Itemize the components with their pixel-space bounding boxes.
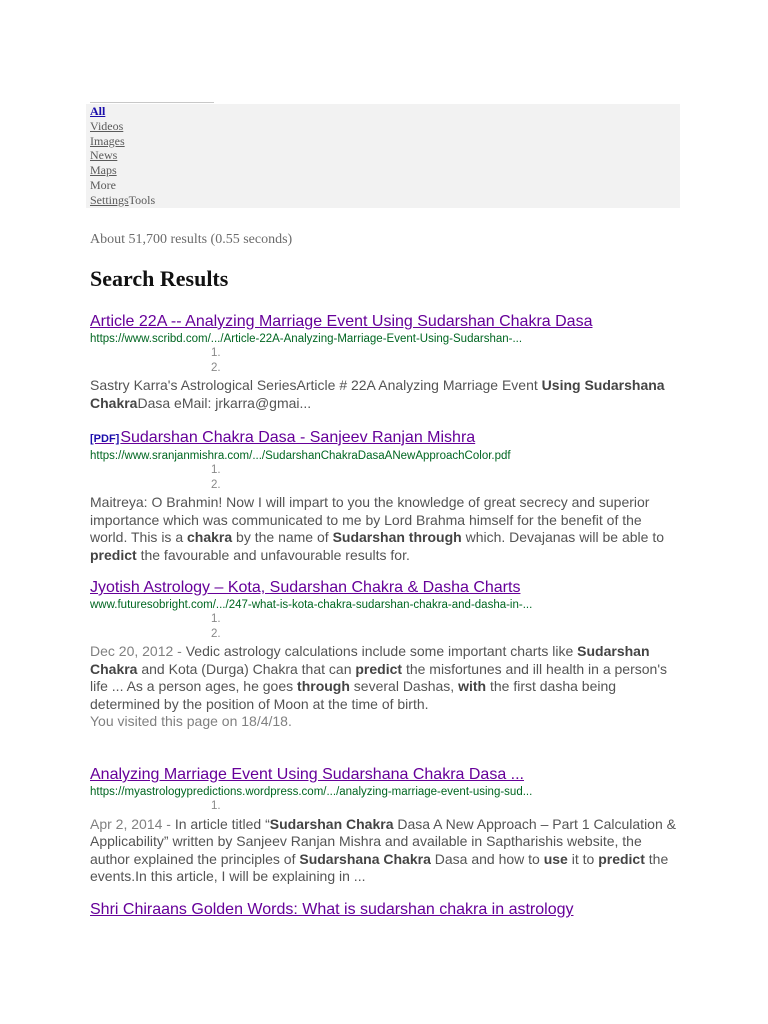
nav-item-all[interactable]: All (90, 104, 106, 118)
nav-item-maps[interactable]: Maps (90, 163, 117, 178)
page-title: Search Results (90, 266, 229, 291)
nav-item-videos[interactable]: Videos (90, 118, 124, 133)
list-item: 1. (211, 347, 221, 359)
list-item: 1. (211, 613, 221, 625)
result-list (90, 799, 680, 814)
nav-item-tools[interactable]: Tools (128, 192, 156, 207)
result-title-link[interactable]: Shri Chiraans Golden Words: What is sudarshan chakra in astrology (90, 901, 574, 918)
search-result (90, 428, 680, 564)
nav-background (86, 104, 680, 208)
result-date: Apr 2, 2014 - (90, 815, 175, 832)
nav-divider (90, 102, 214, 103)
search-result (90, 900, 680, 920)
result-snippet: Sastry Karra's Astrological SeriesArticle # 22A Analyzing Marriage Event Using Sudarshana ChakraDasa eMail: jrkarra@gmai... (90, 377, 665, 411)
list-item: 1. (211, 800, 221, 812)
nav-item-news[interactable]: News (90, 148, 118, 163)
list-item: 1. (211, 464, 221, 476)
result-list (90, 463, 680, 492)
result-snippet: Apr 2, 2014 - In article titled “Sudarshan Chakra Dasa A New Approach – Part 1 Calculation & Applicability” written by Sanjeev Ranjan Mishra and available in Saptharishis website, the author explained the principles of Sudarshana Chakra Dasa and how to use it to predict the events.In this article, I will be explaining in ... (90, 815, 676, 884)
nav-item-more[interactable]: More (90, 177, 116, 192)
visited-note: You visited this page on 18/4/18. (90, 713, 292, 729)
result-url: https://myastrologypredictions.wordpress.com/.../analyzing-marriage-event-using-sud... (90, 786, 533, 798)
result-title-link[interactable]: Jyotish Astrology – Kota, Sudarshan Chakra & Dasha Charts (90, 579, 521, 596)
search-result (90, 765, 680, 886)
nav-item-images[interactable]: Images (90, 133, 125, 148)
result-title-link[interactable]: [PDF]Sudarshan Chakra Dasa - Sanjeev Ranjan Mishra (90, 429, 476, 446)
result-title-link[interactable]: Article 22A -- Analyzing Marriage Event Using Sudarshan Chakra Dasa (90, 313, 593, 330)
result-url: https://www.sranjanmishra.com/.../SudarshanChakraDasaANewApproachColor.pdf (90, 450, 511, 462)
result-list (90, 612, 680, 641)
list-item: 2. (211, 478, 221, 491)
result-snippet: Maitreya: O Brahmin! Now I will impart to you the knowledge of great secrecy and superior importance which was communicated to me by Lord Brahma himself for the benefit of the world. This is a chakra by the name of Sudarshan through which. Devajanas will be able to predict the favourable and unfavourable results for. (90, 494, 665, 563)
search-result (90, 312, 680, 412)
nav-item-settings[interactable]: Settings (90, 192, 129, 207)
pdf-badge: [PDF] (90, 433, 120, 445)
result-date: Dec 20, 2012 - (90, 643, 186, 659)
result-list (90, 346, 680, 375)
result-url: https://www.scribd.com/.../Article-22A-Analyzing-Marriage-Event-Using-Sudarshan-... (90, 333, 523, 345)
result-title-link[interactable]: Analyzing Marriage Event Using Sudarshana Chakra Dasa ... (90, 766, 524, 783)
search-nav (90, 104, 155, 208)
search-result (90, 578, 680, 731)
result-url: www.futuresobright.com/.../247-what-is-kota-chakra-sudarshan-chakra-and-dasha-in-... (90, 599, 533, 611)
result-snippet: Dec 20, 2012 - Vedic astrology calculations include some important charts like Sudarshan Chakra and Kota (Durga) Chakra that can predict the misfortunes and ill health in a person's life ... As a person ages, he goes through several Dashas, with the first dasha being determined by the position of Moon at the time of birth. (90, 643, 667, 712)
list-item: 2. (211, 627, 221, 640)
list-item: 2. (211, 361, 221, 374)
result-stats: About 51,700 results (0.55 seconds) (90, 232, 293, 247)
